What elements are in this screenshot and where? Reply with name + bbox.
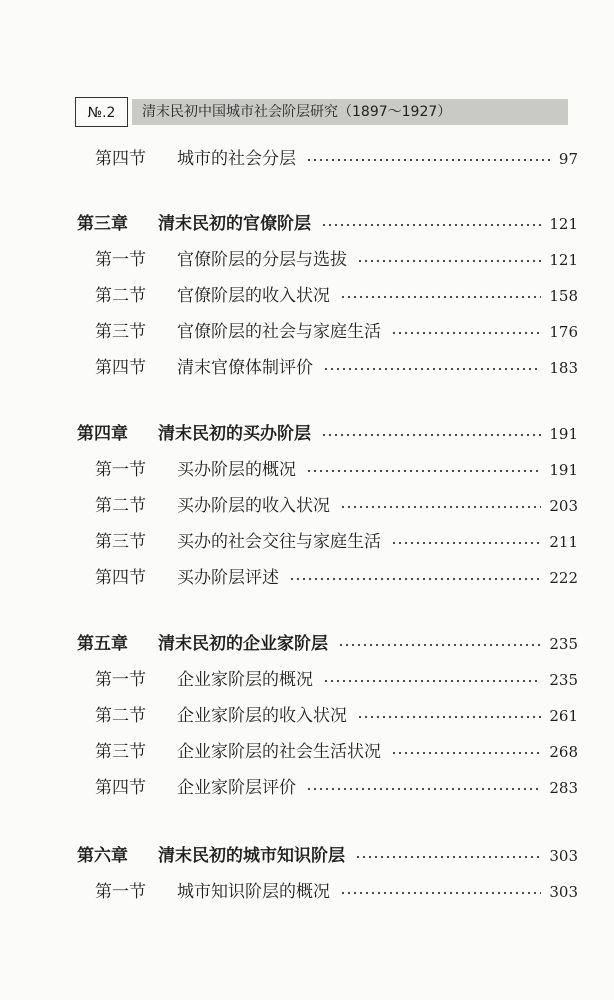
page-number: 176 xyxy=(549,323,578,341)
entry-title: 清末民初的城市知识阶层 xyxy=(158,846,345,866)
dot-leader xyxy=(338,639,541,651)
entry-title: 企业家阶层的概况 xyxy=(177,670,313,690)
dot-leader xyxy=(323,363,541,375)
dot-leader xyxy=(355,851,541,863)
dot-leader xyxy=(357,255,541,267)
book-title-bar: 清末民初中国城市社会阶层研究（1897～1927） xyxy=(132,99,568,125)
page-number: 211 xyxy=(549,533,578,551)
entry-title: 买办阶层的概况 xyxy=(177,460,296,480)
page-number: 235 xyxy=(549,671,578,689)
entry-title: 清末民初的官僚阶层 xyxy=(158,214,311,234)
toc-section-entry xyxy=(0,771,614,805)
entry-title: 企业家阶层的收入状况 xyxy=(177,706,347,726)
entry-label: 第三节 xyxy=(95,532,146,552)
page-number: 222 xyxy=(549,569,578,587)
dot-leader xyxy=(391,747,541,759)
toc-section-entry xyxy=(0,351,614,385)
entry-title: 买办的社会交往与家庭生活 xyxy=(177,532,381,552)
page-number-box: №.2 xyxy=(75,97,128,127)
toc-chapter-entry xyxy=(0,627,614,661)
entry-label: 第四章 xyxy=(77,424,128,444)
entry-title: 官僚阶层的收入状况 xyxy=(177,286,330,306)
dot-leader xyxy=(391,537,541,549)
page-number: 303 xyxy=(549,883,578,901)
toc-section-entry xyxy=(0,525,614,559)
toc-section-entry xyxy=(0,735,614,769)
toc-section-entry xyxy=(0,142,614,176)
entry-label: 第一节 xyxy=(95,670,146,690)
page-number: 191 xyxy=(549,425,578,443)
toc-section-entry xyxy=(0,453,614,487)
entry-label: 第六章 xyxy=(77,846,128,866)
page-number: 235 xyxy=(549,635,578,653)
running-header xyxy=(75,97,568,129)
dot-leader xyxy=(321,219,541,231)
toc-chapter-entry xyxy=(0,417,614,451)
page-number: 97 xyxy=(558,150,578,168)
toc-chapter-entry xyxy=(0,207,614,241)
entry-label: 第二节 xyxy=(95,496,146,516)
toc-section-entry xyxy=(0,489,614,523)
dot-leader xyxy=(340,291,541,303)
page-number: 283 xyxy=(549,779,578,797)
page-number: 261 xyxy=(549,707,578,725)
toc-section-entry xyxy=(0,663,614,697)
entry-title: 清末官僚体制评价 xyxy=(177,358,313,378)
toc-chapter-entry xyxy=(0,839,614,873)
dot-leader xyxy=(340,887,541,899)
toc-section-entry xyxy=(0,699,614,733)
toc-section-entry xyxy=(0,279,614,313)
dot-leader xyxy=(306,783,541,795)
entry-label: 第四节 xyxy=(95,568,146,588)
toc-section-entry xyxy=(0,561,614,595)
entry-title: 官僚阶层的分层与选拔 xyxy=(177,250,347,270)
page-number: 121 xyxy=(549,251,578,269)
entry-title: 企业家阶层评价 xyxy=(177,778,296,798)
entry-label: 第四节 xyxy=(95,778,146,798)
entry-label: 第一节 xyxy=(95,882,146,902)
entry-label: 第五章 xyxy=(77,634,128,654)
dot-leader xyxy=(321,429,541,441)
dot-leader xyxy=(306,154,551,166)
entry-title: 买办阶层评述 xyxy=(177,568,279,588)
entry-label: 第四节 xyxy=(95,149,146,169)
entry-title: 城市的社会分层 xyxy=(177,149,296,169)
entry-title: 清末民初的企业家阶层 xyxy=(158,634,328,654)
entry-label: 第一节 xyxy=(95,250,146,270)
toc-section-entry xyxy=(0,243,614,277)
entry-label: 第二节 xyxy=(95,286,146,306)
dot-leader xyxy=(289,573,541,585)
entry-label: 第二节 xyxy=(95,706,146,726)
dot-leader xyxy=(391,327,541,339)
entry-label: 第四节 xyxy=(95,358,146,378)
dot-leader xyxy=(306,465,541,477)
dot-leader xyxy=(323,675,541,687)
entry-title: 官僚阶层的社会与家庭生活 xyxy=(177,322,381,342)
entry-label: 第三章 xyxy=(77,214,128,234)
entry-title: 买办阶层的收入状况 xyxy=(177,496,330,516)
dot-leader xyxy=(340,501,541,513)
toc-section-entry xyxy=(0,315,614,349)
page-number: 203 xyxy=(549,497,578,515)
page-number: 191 xyxy=(549,461,578,479)
entry-title: 清末民初的买办阶层 xyxy=(158,424,311,444)
dot-leader xyxy=(357,711,541,723)
page-number: 303 xyxy=(549,847,578,865)
entry-title: 城市知识阶层的概况 xyxy=(177,882,330,902)
page-number: 158 xyxy=(549,287,578,305)
page-number: 268 xyxy=(549,743,578,761)
page-number: 121 xyxy=(549,215,578,233)
entry-label: 第三节 xyxy=(95,322,146,342)
entry-label: 第三节 xyxy=(95,742,146,762)
entry-label: 第一节 xyxy=(95,460,146,480)
entry-title: 企业家阶层的社会生活状况 xyxy=(177,742,381,762)
toc-section-entry xyxy=(0,875,614,909)
page-number: 183 xyxy=(549,359,578,377)
